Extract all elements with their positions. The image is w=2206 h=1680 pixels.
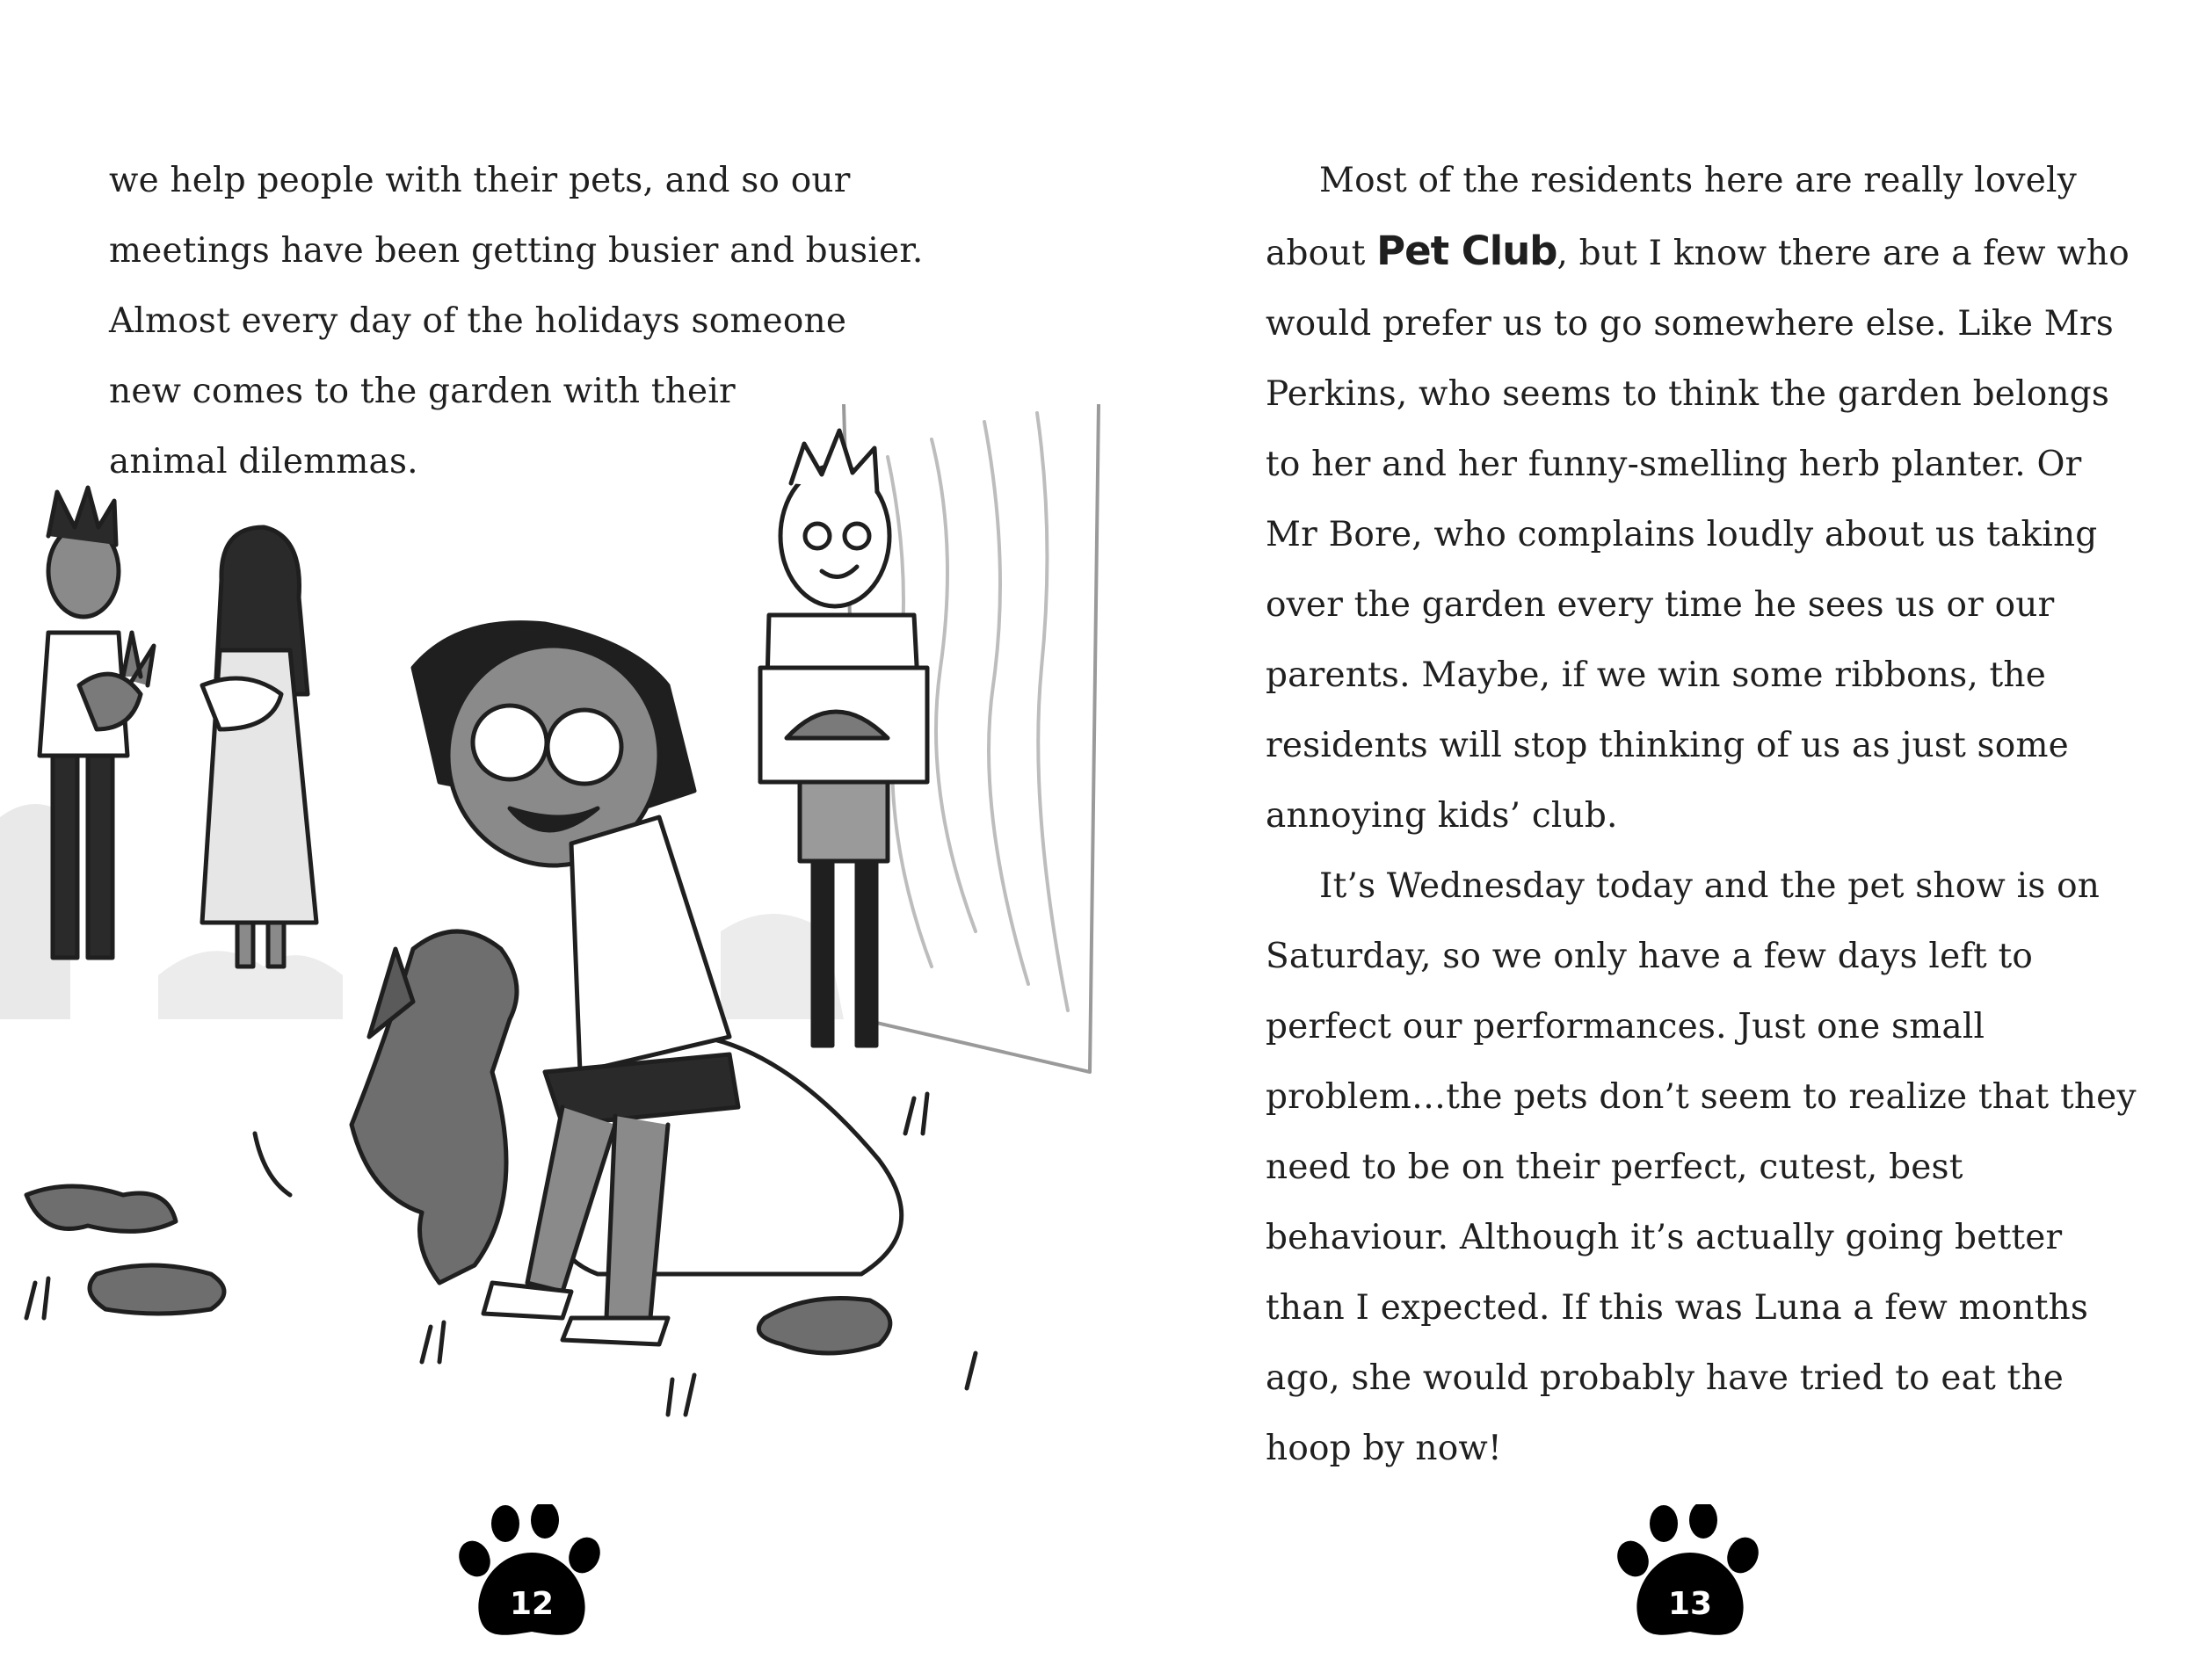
pet-club-brand: Pet Club — [1376, 228, 1557, 274]
text-line: need to be on their perfect, cutest, best — [1266, 1148, 1963, 1187]
text-line: meetings have been getting busier and busier. — [109, 231, 924, 271]
text-line: ago, she would probably have tried to eat the — [1266, 1358, 2064, 1398]
right-page — [1103, 0, 2206, 1680]
page-number-paw-right — [1615, 1504, 1765, 1645]
text-line: Saturday, so we only have a few days left to — [1266, 937, 2034, 976]
text-line: annoying kids’ club. — [1266, 796, 1618, 836]
page-number: 12 — [509, 1586, 555, 1622]
paragraph-1-line — [1266, 216, 2144, 289]
garden-pet-club-illustration — [0, 404, 1116, 1467]
page-number-paw-left — [457, 1504, 606, 1645]
paragraph-2-line: It’s Wednesday today and the pet show is on — [1319, 866, 2101, 906]
text-line: perfect our performances. Just one small — [1266, 1007, 1985, 1046]
text-line: than I expected. If this was Luna a few months — [1266, 1288, 2089, 1328]
text-line: new comes to the garden with their — [109, 372, 736, 411]
text-line: animal dilemmas. — [109, 442, 418, 482]
text-line: to her and her funny-smelling herb planter. Or — [1266, 445, 2082, 484]
right-page-text — [1266, 146, 2144, 1484]
text-segment: about — [1266, 234, 1377, 273]
paw-print-icon — [1615, 1504, 1765, 1645]
text-line: over the garden every time he sees us or our — [1266, 585, 2055, 625]
paw-print-icon — [457, 1504, 606, 1645]
text-line: would prefer us to go somewhere else. Like Mrs — [1266, 304, 2114, 344]
text-line: parents. Maybe, if we win some ribbons, the — [1266, 655, 2047, 695]
text-line: problem…the pets don’t seem to realize that they — [1266, 1077, 2137, 1117]
text-line: Perkins, who seems to think the garden belongs — [1266, 374, 2110, 414]
text-line: Almost every day of the holidays someone — [109, 301, 847, 341]
text-line: behaviour. Although it’s actually going better — [1266, 1218, 2063, 1257]
text-line: Mr Bore, who complains loudly about us taking — [1266, 515, 2098, 554]
text-line: hoop by now! — [1266, 1429, 1502, 1468]
text-line: residents will stop thinking of us as just some — [1266, 726, 2069, 765]
page-number: 13 — [1667, 1586, 1713, 1622]
text-line: we help people with their pets, and so our — [109, 161, 851, 200]
text-segment: , but I know there are a few who — [1557, 234, 2130, 273]
paragraph-1-line: Most of the residents here are really lovely — [1319, 161, 2077, 200]
